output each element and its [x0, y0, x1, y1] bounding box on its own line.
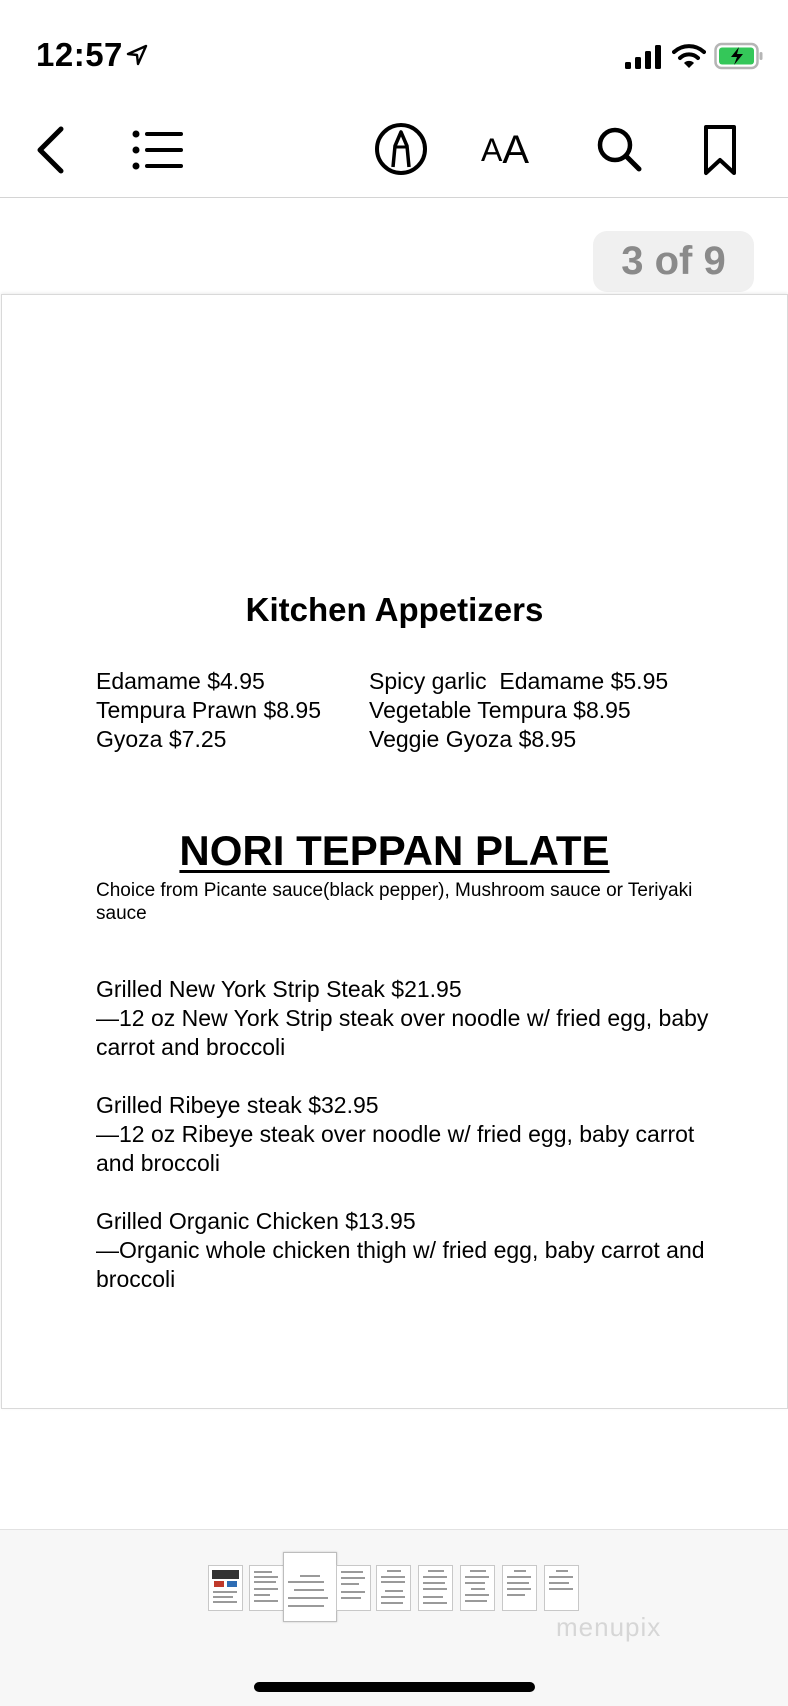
- page-indicator: 3 of 9: [593, 231, 754, 292]
- watermark: menupix: [556, 1612, 662, 1642]
- menu-item: Spicy garlic Edamame $5.95: [369, 668, 669, 694]
- document-page: [1, 294, 788, 1409]
- page-thumbnail-2[interactable]: [249, 1565, 284, 1611]
- page-thumbnail-7[interactable]: [460, 1565, 495, 1611]
- appetizers-heading: Kitchen Appetizers: [245, 591, 544, 628]
- dish-item: [96, 975, 716, 1062]
- text-size-button[interactable]: [470, 126, 540, 174]
- text-size-large-glyph: A: [502, 127, 530, 172]
- appetizers-right-column: [369, 667, 668, 754]
- page-thumbnail-4[interactable]: [336, 1565, 371, 1611]
- bookmark-button[interactable]: [700, 122, 740, 178]
- cellular-signal-icon: [624, 44, 662, 70]
- battery-charging-icon: [714, 42, 764, 70]
- page-thumbnail-9[interactable]: [544, 1565, 579, 1611]
- table-of-contents-button[interactable]: [132, 128, 184, 172]
- dish-description: —12 oz New York Strip steak over noodle w/ fried egg, baby carrot and broccoli: [96, 1005, 709, 1060]
- dish-name: Grilled New York Strip Steak $21.95: [96, 976, 462, 1002]
- menu-item: Edamame $4.95: [96, 668, 265, 694]
- menu-item: Tempura Prawn $8.95: [96, 697, 322, 723]
- dish-item: [96, 1207, 716, 1294]
- status-time: 12:57: [36, 36, 123, 73]
- menu-item: Vegetable Tempura $8.95: [369, 697, 631, 723]
- menu-item: Gyoza $7.25: [96, 726, 227, 752]
- page-thumbnail-6[interactable]: [418, 1565, 453, 1611]
- menu-item: Veggie Gyoza $8.95: [369, 726, 577, 752]
- teppan-heading: NORI TEPPAN PLATE: [179, 827, 610, 874]
- search-button[interactable]: [594, 124, 644, 174]
- wifi-icon: [672, 42, 706, 70]
- page-thumbnail-5[interactable]: [376, 1565, 411, 1611]
- home-indicator[interactable]: [254, 1682, 535, 1692]
- appetizers-left-column: [96, 667, 321, 754]
- back-button[interactable]: [30, 122, 70, 178]
- page-thumbnail-1[interactable]: [208, 1565, 243, 1611]
- page-thumbnail-strip: [0, 1529, 788, 1706]
- dish-description: —12 oz Ribeye steak over noodle w/ fried egg, baby carrot and broccoli: [96, 1121, 695, 1176]
- pen-markup-icon: [374, 122, 428, 176]
- search-icon: [596, 126, 642, 172]
- status-bar: [0, 0, 788, 100]
- dish-description: —Organic whole chicken thigh w/ fried egg, baby carrot and broccoli: [96, 1237, 705, 1292]
- dish-name: Grilled Organic Chicken $13.95: [96, 1208, 416, 1234]
- page-thumbnail-8[interactable]: [502, 1565, 537, 1611]
- location-arrow-icon: [126, 44, 148, 66]
- chevron-left-icon: [35, 126, 65, 174]
- dish-name: Grilled Ribeye steak $32.95: [96, 1092, 379, 1118]
- reader-toolbar: [0, 100, 788, 198]
- dish-item: [96, 1091, 716, 1178]
- list-icon: [132, 130, 184, 170]
- text-size-small-glyph: A: [480, 131, 503, 168]
- page-thumbnail-3-current[interactable]: [283, 1552, 337, 1622]
- markup-button[interactable]: [374, 122, 428, 176]
- sauce-note: Choice from Picante sauce(black pepper), Mushroom sauce or Teriyaki sauce: [96, 880, 693, 924]
- bookmark-icon: [703, 124, 737, 176]
